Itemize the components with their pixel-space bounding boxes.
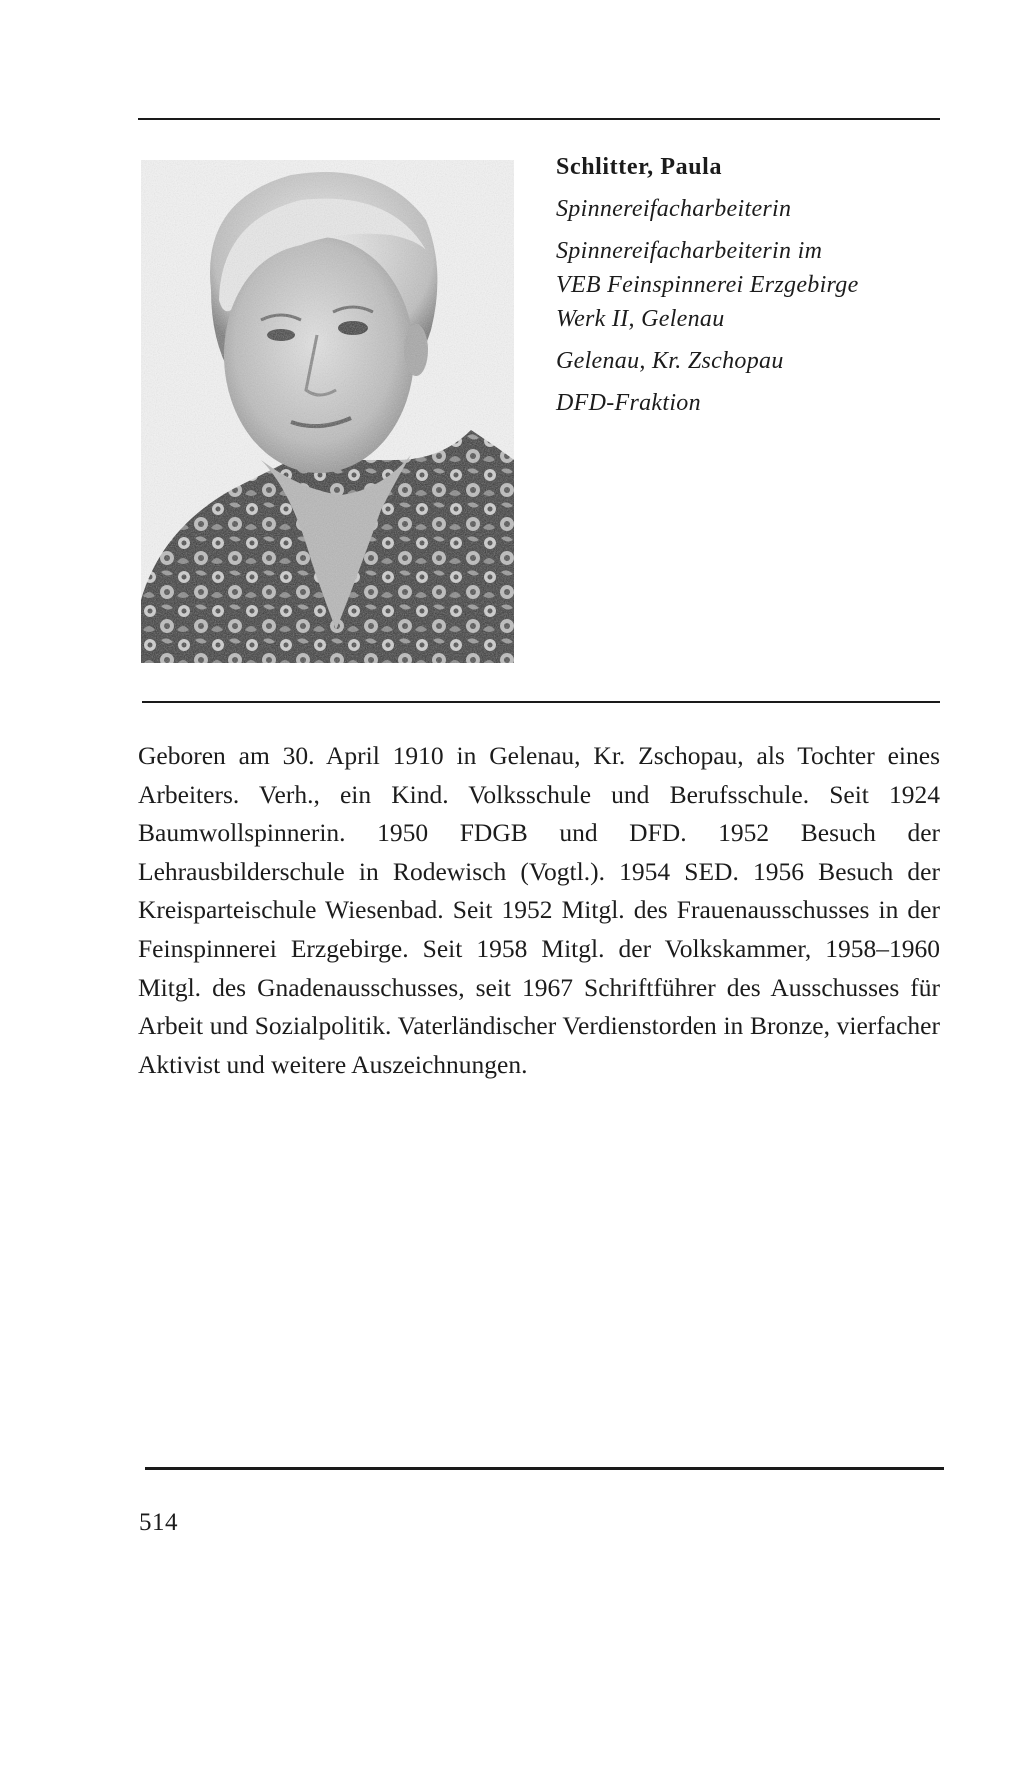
residence: Gelenau, Kr. Zschopau [556, 348, 784, 374]
workplace-line-3: Werk II, Gelenau [556, 306, 725, 332]
page-number: 514 [139, 1509, 178, 1536]
workplace-line-2: VEB Feinspinnerei Erzgebirge [556, 272, 859, 298]
faction: DFD-Fraktion [556, 390, 701, 416]
entry-header [556, 150, 946, 420]
workplace-line-1: Spinnereifacharbeiterin im [556, 238, 823, 264]
profession: Spinnereifacharbeiterin [556, 196, 792, 222]
top-divider [138, 118, 940, 120]
section-divider [142, 701, 940, 703]
portrait-photo [141, 160, 514, 663]
footer-divider [145, 1467, 944, 1470]
biography-text: Geboren am 30. April 1910 in Gelenau, Kr. Zschopau, als Tochter eines Arbeiters. Verh., ein Kind. Volksschule und Berufsschule. Seit 1924 Baumwollspinnerin. 1950 FDGB und DFD. 1952 Besuch der Lehrausbilderschule in Rodewisch (Vogtl.). 1954 SED. 1956 Besuch der Kreisparteischule Wiesenbad. Seit 1952 Mitgl. des Frauenausschusses in der Feinspinnerei Erzgebirge. Seit 1958 Mitgl. der Volkskammer, 1958–1960 Mitgl. des Gnadenausschusses, seit 1967 Schriftführer des Ausschusses für Arbeit und Sozialpolitik. Vaterländischer Verdienstorden in Bronze, vierfacher Aktivist und weitere Auszeichnungen. [138, 741, 940, 1079]
person-name: Schlitter, Paula [556, 154, 723, 180]
